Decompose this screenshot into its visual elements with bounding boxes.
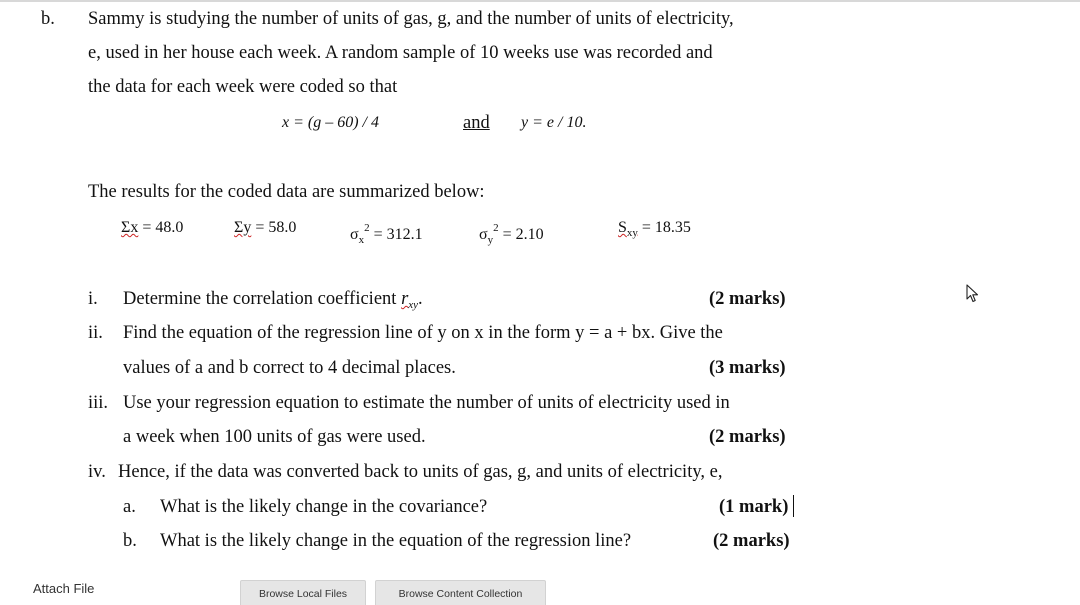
browse-content-collection-button[interactable]: Browse Content Collection	[375, 580, 546, 605]
s-xy: $S_{xy} = 18.35$	[618, 219, 691, 239]
part-iii-marks: (2 marks)	[709, 427, 786, 447]
intro-line-1: Sammy is studying the number of units of gas, g, and the number of units of electricity,	[88, 9, 734, 29]
intro-line-3: the data for each week were coded so that	[88, 77, 398, 97]
sum-x: Σx = 48.0	[121, 219, 184, 236]
part-iii-line-2: a week when 100 units of gas were used.	[123, 427, 426, 447]
part-ii-line-2: values of a and b correct to 4 decimal places.	[123, 358, 456, 378]
mouse-pointer-icon	[966, 284, 980, 304]
part-iv-line-1: Hence, if the data was converted back to units of gas, g, and units of electricity, e,	[118, 462, 723, 482]
and-text: and	[463, 113, 490, 133]
y-coding-formula: y = e / 10.	[521, 114, 587, 131]
part-iii-line-1: Use your regression equation to estimate the number of units of electricity used in	[123, 393, 730, 413]
part-ii-number: ii.	[88, 323, 103, 343]
part-i-text: Determine the correlation coefficient $r_{xy}$.	[123, 289, 423, 311]
subpart-b-text: What is the likely change in the equation of the regression line?	[160, 531, 632, 551]
part-iv-number: iv.	[88, 462, 106, 482]
subpart-b-marks: (2 marks)	[713, 531, 790, 551]
subpart-a-text: What is the likely change in the covariance?	[160, 497, 488, 517]
text-caret	[793, 495, 794, 517]
top-divider	[0, 0, 1080, 2]
subpart-b-number: b.	[123, 531, 137, 551]
subpart-a-marks: (1 mark)	[719, 497, 789, 517]
part-i-marks: (2 marks)	[709, 289, 786, 309]
results-intro: The results for the coded data are summarized below:	[88, 182, 485, 202]
part-ii-marks: (3 marks)	[709, 358, 786, 378]
sum-y: Σy = 58.0	[234, 219, 297, 236]
intro-line-2: e, used in her house each week. A random sample of 10 weeks use was recorded and	[88, 43, 713, 63]
browse-local-files-button[interactable]: Browse Local Files	[240, 580, 366, 605]
variance-y: $\sigma_y^2 = 2.10$	[479, 222, 544, 246]
part-iii-number: iii.	[88, 393, 109, 413]
variance-x: $\sigma_x^2 = 312.1$	[350, 222, 423, 246]
attach-file-label: Attach File	[33, 581, 95, 596]
part-ii-line-1: Find the equation of the regression line of y on x in the form y = a + bx. Give the	[123, 323, 723, 343]
part-i-number: i.	[88, 289, 98, 309]
question-label: b.	[41, 9, 55, 29]
x-coding-formula: x = (g – 60) / 4	[282, 114, 379, 131]
subpart-a-number: a.	[123, 497, 136, 517]
